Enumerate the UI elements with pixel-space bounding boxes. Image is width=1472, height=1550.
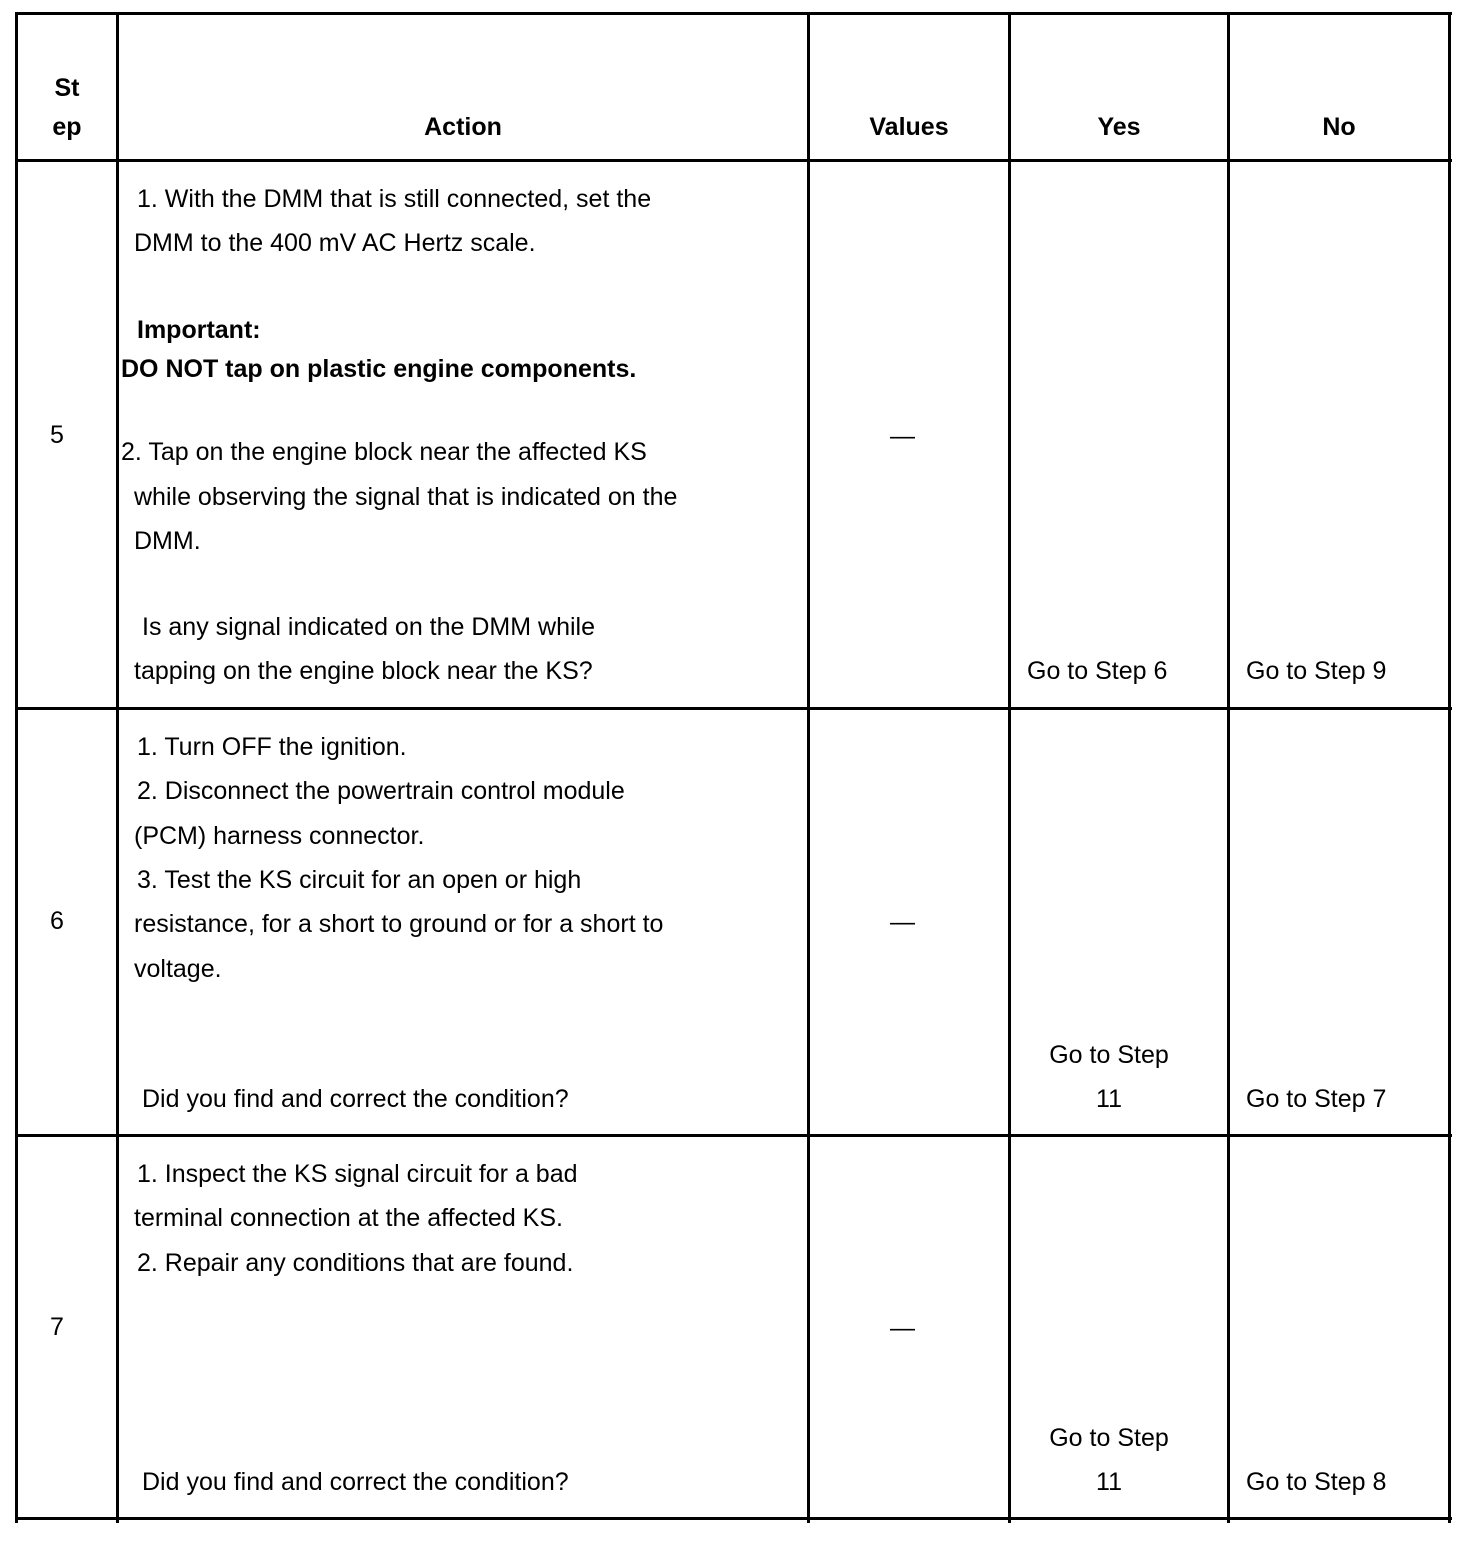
header-step-line1: St <box>54 74 80 102</box>
header-action: Action <box>424 113 502 141</box>
header-yes: Yes <box>1097 113 1141 141</box>
header-step-line2: ep <box>52 113 82 141</box>
action-line: 3. Test the KS circuit for an open or high <box>137 866 582 894</box>
action-line: voltage. <box>134 955 222 983</box>
action-line: terminal connection at the affected KS. <box>134 1204 563 1232</box>
value-dash: — <box>890 422 915 450</box>
step-number: 6 <box>50 907 64 935</box>
question-line: Is any signal indicated on the DMM while <box>142 613 596 641</box>
important-text: DO NOT tap on plastic engine components. <box>121 355 637 383</box>
action-line: 1. Turn OFF the ignition. <box>137 733 407 761</box>
action-line: 2. Disconnect the powertrain control module <box>137 777 625 805</box>
question-line: tapping on the engine block near the KS? <box>134 657 593 685</box>
no-goto: Go to Step 8 <box>1246 1468 1387 1496</box>
action-line: 2. Tap on the engine block near the affected KS <box>121 438 647 466</box>
header-values: Values <box>869 113 949 141</box>
question-line: Did you find and correct the condition? <box>142 1085 569 1113</box>
column-divider <box>116 12 119 1523</box>
column-divider <box>1227 12 1230 1523</box>
yes-goto-line2: 11 <box>1096 1468 1122 1496</box>
row-divider <box>15 707 1452 710</box>
action-line: 2. Repair any conditions that are found. <box>137 1249 574 1277</box>
table-border-bottom <box>15 1517 1452 1520</box>
yes-goto-line2: 11 <box>1096 1085 1122 1113</box>
yes-goto: Go to Step 6 <box>1027 657 1168 685</box>
no-goto: Go to Step 9 <box>1246 657 1387 685</box>
step-number: 7 <box>50 1313 64 1341</box>
no-goto: Go to Step 7 <box>1246 1085 1387 1113</box>
header-no: No <box>1322 113 1356 141</box>
action-line: 1. With the DMM that is still connected, set the <box>137 185 652 213</box>
table-border-top <box>15 12 1452 15</box>
action-line: (PCM) harness connector. <box>134 822 425 850</box>
action-line: DMM. <box>134 527 201 555</box>
header-divider <box>15 159 1452 162</box>
yes-goto-line1: Go to Step <box>1049 1041 1169 1069</box>
value-dash: — <box>890 908 915 936</box>
step-number: 5 <box>50 421 64 449</box>
table-border-left <box>15 12 18 1523</box>
row-divider <box>15 1134 1452 1137</box>
important-label: Important: <box>137 316 261 344</box>
value-dash: — <box>890 1314 915 1342</box>
column-divider <box>1008 12 1011 1523</box>
action-line: while observing the signal that is indicated on the <box>134 483 678 511</box>
yes-goto-line1: Go to Step <box>1049 1424 1169 1452</box>
action-line: resistance, for a short to ground or for a short to <box>134 910 664 938</box>
column-divider <box>807 12 810 1523</box>
action-line: DMM to the 400 mV AC Hertz scale. <box>134 229 536 257</box>
table-border-right <box>1448 12 1451 1523</box>
question-line: Did you find and correct the condition? <box>142 1468 569 1496</box>
action-line: 1. Inspect the KS signal circuit for a bad <box>137 1160 578 1188</box>
